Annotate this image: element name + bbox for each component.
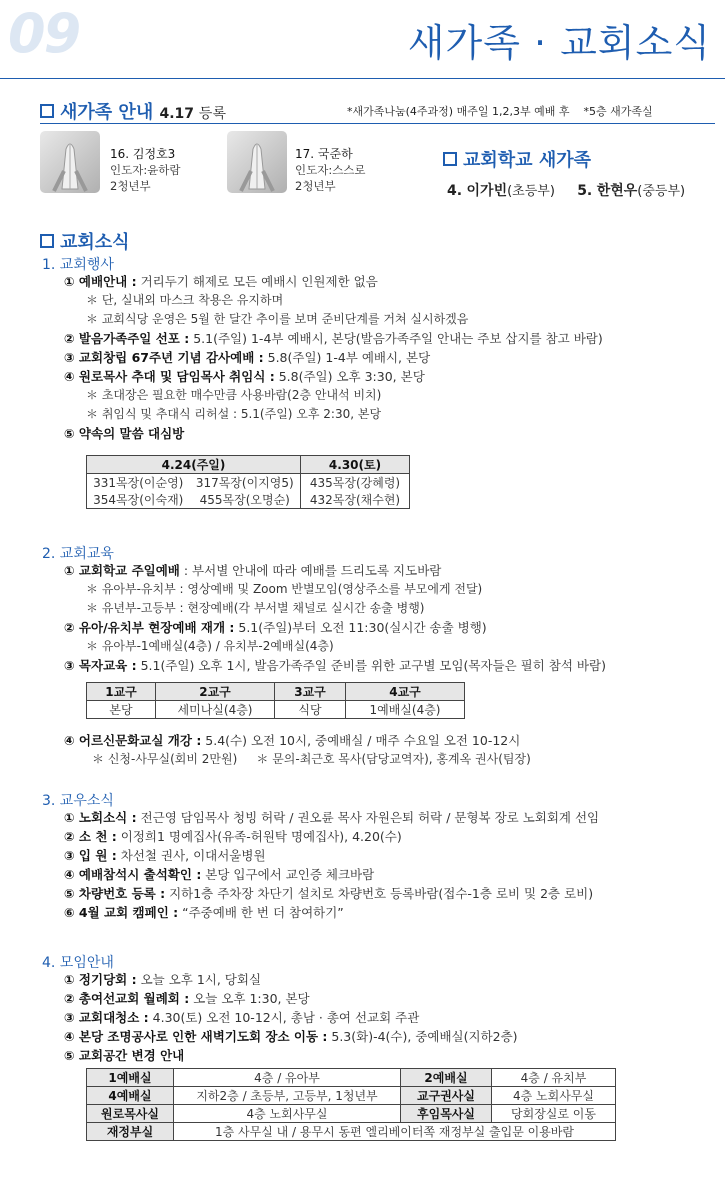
list-item: ② 총여선교회 월례회 : 오늘 오후 1:30, 본당	[64, 991, 310, 1006]
note-text: ＊ 단, 실내외 마스크 착용은 유지하며	[86, 293, 284, 307]
school-family-heading: 교회학교 새가족	[443, 146, 591, 172]
section-4-body	[64, 970, 518, 1065]
note-text: ＊ 교회식당 운영은 5월 한 달간 추이를 보며 준비단계를 거쳐 실시하겠음	[86, 312, 469, 326]
table-header: 4예배실	[87, 1087, 174, 1105]
section-title: 4. 모임안내	[42, 955, 114, 971]
section-3-body	[64, 808, 599, 922]
table-cell: 세미나실(4층)	[156, 701, 275, 719]
visit-schedule-table	[86, 455, 410, 509]
header-rule	[0, 78, 725, 79]
note-text: ＊ 취임식 및 추대식 리허설 : 5.1(주일) 오후 2:30, 본당	[86, 407, 382, 421]
list-item: ⑤ 약속의 말씀 대심방	[64, 426, 185, 441]
table-cell: 432목장(채수현)	[301, 491, 410, 509]
new-family-heading: 새가족 안내 4.17 등록	[40, 98, 226, 124]
table-header: 3교구	[275, 683, 346, 701]
new-family-notes: *새가족나눔(4주과정) 매주일 1,2,3부 예배 후 *5층 새가족실	[347, 105, 653, 118]
table-cell: 4층 / 유치부	[492, 1069, 616, 1087]
new-family-person-1: 16. 김정호3 인도자:윤하람 2청년부	[110, 147, 181, 193]
list-item: ① 교회학교 주일예배 : 부서별 안내에 따라 예배를 드리도록 지도바람	[64, 563, 442, 578]
table-cell: 455목장(오명순)	[190, 491, 301, 509]
list-item: ⑤ 교회공간 변경 안내	[64, 1048, 185, 1063]
table-cell: 354목장(이숙재)	[87, 491, 190, 509]
note-text: ＊ 신청-사무실(회비 2만원) ＊ 문의-최근호 목사(담당교역자), 홍계옥 권사(팀장)	[92, 752, 531, 766]
list-item: ④ 본당 조명공사로 인한 새벽기도회 장소 이동 : 5.3(화)-4(수), 중예배실(지하2층)	[64, 1029, 518, 1044]
note-text: ＊ 유년부-고등부 : 현장예배(각 부서별 채널로 실시간 송출 병행)	[86, 601, 425, 615]
table-cell: 본당	[87, 701, 156, 719]
list-item: ⑤ 차량번호 등록 : 지하1층 주차장 차단기 설치로 차량번호 등록바람(접수-1층 로비 및 2층 로비)	[64, 886, 594, 901]
section-title: 2. 교회교육	[42, 546, 114, 562]
list-item: ③ 교회대청소 : 4.30(토) 오전 10-12시, 총남 · 총여 선교회 주관	[64, 1010, 420, 1025]
list-item: ① 예배안내 : 거리두기 해제로 모든 예배시 인원제한 없음	[64, 274, 378, 289]
list-item: ② 유아/유치부 현장예배 재개 : 5.1(주일)부터 오전 11:30(실시간 송출 병행)	[64, 620, 487, 635]
new-family-rule	[40, 123, 715, 124]
table-header: 원로목사실	[87, 1105, 174, 1123]
section-2-body	[64, 561, 606, 675]
note-text: ＊ 유아부-유치부 : 영상예배 및 Zoom 반별모임(영상주소를 부모에게 전달)	[86, 582, 483, 596]
list-item: ④ 어르신문화교실 개강 : 5.4(수) 오전 10시, 중예배실 / 매주 수요일 오전 10-12시	[64, 733, 521, 748]
table-cell: 4층 / 유아부	[174, 1069, 401, 1087]
list-item: ② 소 천 : 이정희1 명예집사(유족-허원탁 명예집사), 4.20(수)	[64, 829, 402, 844]
section-2-body-cont	[64, 731, 531, 769]
page-number: 09	[8, 2, 80, 65]
list-item: ③ 입 원 : 차선철 권사, 이대서울병원	[64, 848, 266, 863]
table-cell: 435목장(강혜령)	[301, 474, 410, 492]
list-item: 4. 이가빈(초등부)	[447, 183, 555, 199]
table-cell: 당회장실로 이동	[492, 1105, 616, 1123]
school-family-list	[447, 180, 685, 200]
table-cell: 4층 노회사무실	[174, 1105, 401, 1123]
list-item: ④ 예배참석시 출석확인 : 본당 입구에서 교인증 체크바람	[64, 867, 375, 882]
square-bullet-icon	[40, 234, 54, 248]
section-1-body	[64, 272, 603, 443]
district-meeting-table	[86, 682, 465, 719]
page-title: 새가족 · 교회소식	[407, 21, 711, 65]
note-text: ＊ 유아부-1예배실(4층) / 유치부-2예배실(4층)	[86, 639, 334, 653]
table-header: 2교구	[156, 683, 275, 701]
table-header: 2예배실	[401, 1069, 492, 1087]
table-header: 4교구	[346, 683, 465, 701]
new-family-date: 4.17 등록	[159, 106, 226, 122]
list-item: ④ 원로목사 추대 및 담임목사 취임식 : 5.8(주일) 오후 3:30, 본당	[64, 369, 425, 384]
list-item: 5. 한현우(중등부)	[577, 183, 686, 199]
praying-hands-photo	[40, 131, 100, 193]
table-cell: 식당	[275, 701, 346, 719]
table-header: 4.30(토)	[301, 456, 410, 474]
table-header: 4.24(주일)	[87, 456, 301, 474]
table-header: 후임목사실	[401, 1105, 492, 1123]
section-title: 3. 교우소식	[42, 793, 114, 809]
table-header: 재정부실	[87, 1123, 174, 1141]
section-title: 1. 교회행사	[42, 257, 114, 273]
list-item: ① 정기당회 : 오늘 오후 1시, 당회실	[64, 972, 262, 987]
praying-hands-photo	[227, 131, 287, 193]
list-item: ② 발음가족주일 선포 : 5.1(주일) 1-4부 예배시, 본당(발음가족주일 안내는 주보 삽지를 참고 바람)	[64, 331, 603, 346]
square-bullet-icon	[40, 104, 54, 118]
table-cell: 4층 노회사무실	[492, 1087, 616, 1105]
table-cell: 지하2층 / 초등부, 고등부, 1청년부	[174, 1087, 401, 1105]
space-change-table	[86, 1068, 616, 1141]
list-item: ⑥ 4월 교회 캠페인 : “주중예배 한 번 더 참여하기”	[64, 905, 344, 920]
table-header: 1예배실	[87, 1069, 174, 1087]
table-cell: 1예배실(4층)	[346, 701, 465, 719]
table-header: 1교구	[87, 683, 156, 701]
table-header: 교구권사실	[401, 1087, 492, 1105]
square-bullet-icon	[443, 152, 457, 166]
list-item: ③ 교회창립 67주년 기념 감사예배 : 5.8(주일) 1-4부 예배시, 본당	[64, 350, 431, 365]
table-cell: 331목장(이순영)	[87, 474, 190, 492]
new-family-person-2: 17. 국준하 인도자:스스로 2청년부	[295, 147, 366, 193]
church-news-heading: 교회소식	[40, 228, 130, 254]
table-cell: 1층 사무실 내 / 용무시 동편 엘리베이터쪽 재정부실 출입문 이용바람	[174, 1123, 616, 1141]
table-cell: 317목장(이지영5)	[190, 474, 301, 492]
list-item: ① 노회소식 : 전근영 담임목사 청빙 허락 / 권오륜 목사 자원은퇴 허락 / 문형복 장로 노회회계 선임	[64, 810, 600, 825]
list-item: ③ 목자교육 : 5.1(주일) 오후 1시, 발음가족주일 준비를 위한 교구별 모임(목자들은 필히 참석 바람)	[64, 658, 606, 673]
note-text: ＊ 초대장은 필요한 매수만큼 사용바람(2층 안내석 비치)	[86, 388, 382, 402]
